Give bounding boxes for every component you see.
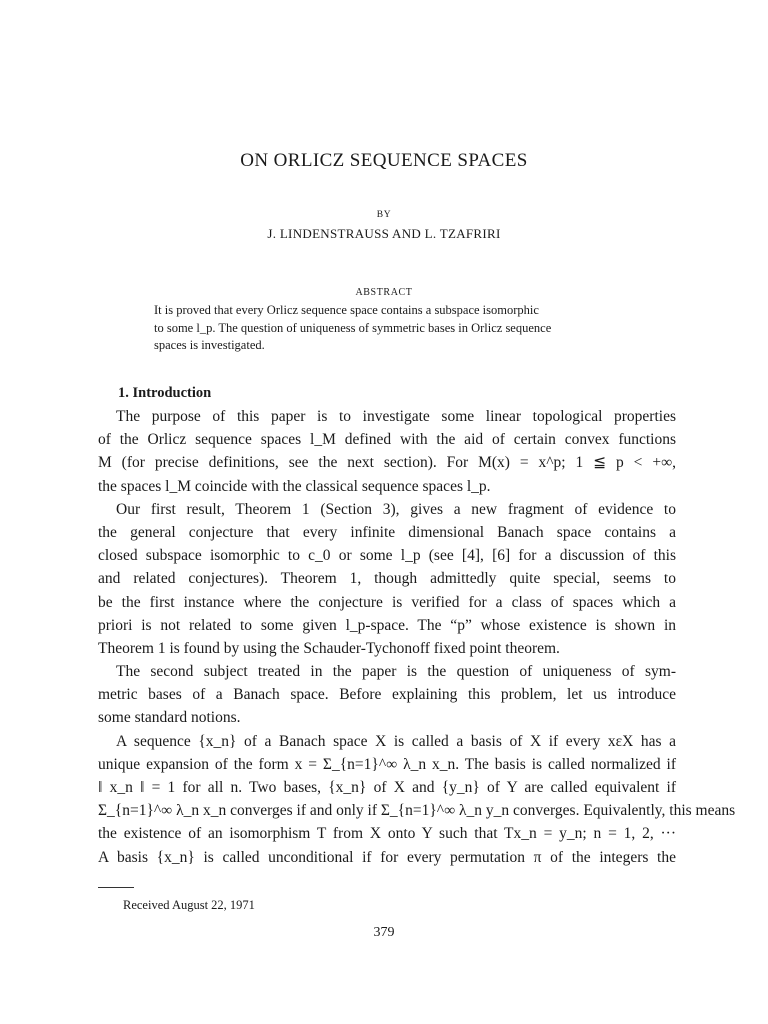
body-line: unique expansion of the form x = Σ_{n=1}^∞ λ_n x_n. The basis is called normalized if — [98, 755, 676, 773]
body-line: the existence of an isomorphism T from X onto Y such that Tx_n = y_n; n = 1, 2, ··· — [98, 825, 676, 843]
body-line: A sequence {x_n} of a Banach space X is called a basis of X if every xεX has a — [116, 732, 676, 750]
footnote-received-date: Received August 22, 1971 — [123, 898, 255, 912]
footnote-rule — [98, 887, 134, 888]
body-line: the spaces l_M coincide with the classical sequence spaces l_p. — [98, 477, 491, 495]
abstract-line: It is proved that every Orlicz sequence space contains a subspace isomorphic — [154, 303, 539, 317]
body-line: and related conjectures). Theorem 1, though admittedly quite special, seems to — [98, 570, 676, 588]
byline-label: BY — [376, 210, 392, 220]
body-line: closed subspace isomorphic to c_0 or some l_p (see [4], [6] for a discussion of this — [98, 547, 676, 565]
abstract-line: to some l_p. The question of uniqueness of symmetric bases in Orlicz sequence — [154, 320, 552, 335]
abstract-line: spaces is investigated. — [154, 338, 265, 352]
body-line: The purpose of this paper is to investigate some linear topological properties — [116, 408, 676, 425]
page-number: 379 — [373, 925, 395, 940]
body-line: some standard notions. — [98, 709, 241, 727]
section-heading: 1. Introduction — [118, 385, 212, 401]
body-line: be the first instance where the conjecture is verified for a class of spaces which a — [98, 593, 676, 611]
body-line: priori is not related to some given l_p-space. The “p” whose existence is shown in — [98, 616, 676, 634]
body-line: of the Orlicz sequence spaces l_M defined with the aid of certain convex functions — [98, 431, 676, 449]
body-line: ‖ x_n ‖ = 1 for all n. Two bases, {x_n} of X and {y_n} of Y are called equivalent if — [98, 779, 676, 796]
body-line: Theorem 1 is found by using the Schauder-Tychonoff fixed point theorem. — [98, 639, 560, 657]
abstract-text — [154, 302, 624, 355]
body-line: metric bases of a Banach space. Before explaining this problem, let us introduce — [98, 686, 676, 704]
body-line: M (for precise definitions, see the next section). For M(x) = x^p; 1 ≦ p < +∞, — [98, 454, 676, 472]
body-line: The second subject treated in the paper is the question of uniqueness of sym- — [116, 663, 676, 681]
body-line: Σ_{n=1}^∞ λ_n x_n converges if and only if Σ_{n=1}^∞ λ_n y_n converges. Equivalently, this means — [98, 802, 736, 820]
body-line: Our first result, Theorem 1 (Section 3), gives a new fragment of evidence to — [116, 500, 676, 518]
abstract-heading: ABSTRACT — [355, 287, 413, 298]
body-text — [98, 405, 736, 869]
body-line: the general conjecture that every infinite dimensional Banach space contains a — [98, 523, 676, 541]
author-names: J. LINDENSTRAUSS AND L. TZAFRIRI — [267, 226, 501, 241]
body-line: A basis {x_n} is called unconditional if for every permutation π of the integers the — [98, 848, 676, 866]
paper-title: ON ORLICZ SEQUENCE SPACES — [240, 150, 528, 171]
